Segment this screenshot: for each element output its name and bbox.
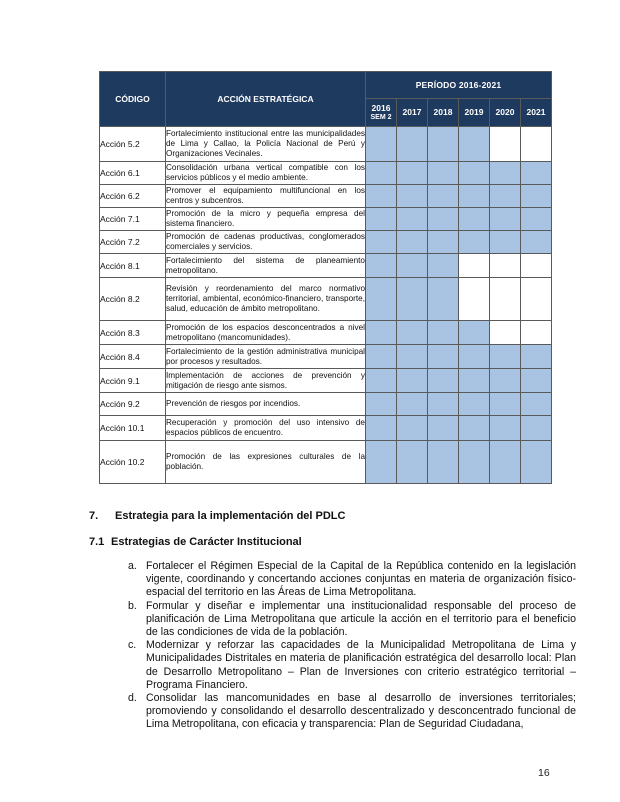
period-cell-active	[459, 231, 490, 254]
table-row	[100, 416, 552, 441]
action-description: Fortalecimiento del sistema de planeamiento metropolitano.	[166, 254, 366, 278]
strategy-text: Formular y diseñar e implementar una institucionalidad responsable del proceso de planificación de Lima Metropolitana que articule la acción en el territorio para el beneficio de las condiciones de vida de la población.	[146, 599, 576, 639]
period-cell-active	[521, 208, 552, 231]
action-code: Acción 6.1	[100, 162, 166, 185]
period-cell-active	[490, 162, 521, 185]
period-cell-empty	[521, 254, 552, 278]
period-cell-active	[397, 416, 428, 441]
period-cell-active	[428, 345, 459, 369]
action-description: Promover el equipamiento multifuncional en los centros y subcentros.	[166, 185, 366, 208]
section-7-1-heading	[89, 536, 302, 548]
period-cell-active	[490, 231, 521, 254]
period-cell-active	[521, 393, 552, 416]
action-code: Acción 5.2	[100, 127, 166, 162]
period-cell-active	[459, 321, 490, 345]
year-label: 2019	[464, 107, 484, 117]
strategy-item	[128, 639, 576, 692]
period-cell-active	[459, 345, 490, 369]
period-cell-active	[521, 231, 552, 254]
period-cell-active	[366, 345, 397, 369]
period-cell-active	[459, 393, 490, 416]
period-cell-active	[428, 441, 459, 484]
period-cell-empty	[521, 321, 552, 345]
action-description: Promoción de los espacios desconcentrados a nivel metropolitano (mancomunidades).	[166, 321, 366, 345]
period-cell-active	[397, 278, 428, 321]
period-cell-active	[428, 369, 459, 393]
period-cell-active	[428, 185, 459, 208]
period-cell-active	[428, 416, 459, 441]
year-header-3	[459, 99, 490, 127]
period-cell-active	[490, 185, 521, 208]
action-description: Revisión y reordenamiento del marco normativo territorial, ambiental, económico-financiero, transporte, salud, educación de ámbito metropolitano.	[166, 278, 366, 321]
period-cell-active	[366, 162, 397, 185]
period-cell-active	[490, 416, 521, 441]
strategy-item	[128, 599, 576, 640]
period-cell-active	[490, 369, 521, 393]
period-cell-active	[397, 369, 428, 393]
strategy-marker: d.	[128, 692, 137, 705]
period-cell-active	[428, 254, 459, 278]
period-cell-active	[428, 393, 459, 416]
action-description: Consolidación urbana vertical compatible con los servicios públicos y el medio ambiente.	[166, 162, 366, 185]
period-cell-active	[428, 208, 459, 231]
action-code: Acción 7.1	[100, 208, 166, 231]
strategy-item	[128, 560, 576, 600]
section-7-number: 7.	[89, 510, 99, 522]
table-row	[100, 345, 552, 369]
year-label: 2021	[526, 107, 546, 117]
action-code: Acción 6.2	[100, 185, 166, 208]
action-description: Fortalecimiento institucional entre las municipalidades de Lima y Callao, la Policía Nacional de Perú y Organizaciones Vecinales.	[166, 127, 366, 162]
table-body	[100, 127, 552, 484]
strategy-text: Consolidar las mancomunidades en base al desarrollo de inversiones territoriales; promoviendo y consolidando el desarrollo descentralizado y desconcentrado funcional de Lima Metropolitana, con eficacia y transparencia: Plan de Seguridad Ciudadana,	[146, 692, 576, 731]
period-cell-active	[366, 416, 397, 441]
table-row	[100, 185, 552, 208]
period-cell-active	[428, 278, 459, 321]
period-cell-active	[459, 441, 490, 484]
period-cell-active	[397, 321, 428, 345]
period-cell-active	[459, 162, 490, 185]
action-code: Acción 10.1	[100, 416, 166, 441]
action-description: Promoción de la micro y pequeña empresa del sistema financiero.	[166, 208, 366, 231]
column-header-period: PERÍODO 2016-2021	[366, 72, 552, 99]
period-cell-active	[397, 127, 428, 162]
period-cell-active	[490, 345, 521, 369]
period-cell-empty	[490, 127, 521, 162]
action-description: Implementación de acciones de prevención y mitigación de riesgo ante sismos.	[166, 369, 366, 393]
period-cell-active	[490, 441, 521, 484]
period-cell-active	[459, 369, 490, 393]
period-cell-active	[490, 208, 521, 231]
strategy-text: Fortalecer el Régimen Especial de la Capital de la República contenido en la legislación vigente, coordinando y concertando acciones conjuntas en materia de organización físico-espacial del territorio en las Áreas de Lima Metropolitana.	[146, 560, 576, 599]
period-cell-active	[459, 185, 490, 208]
action-code: Acción 7.2	[100, 231, 166, 254]
section-7-1-number: 7.1	[89, 536, 105, 548]
period-cell-active	[397, 185, 428, 208]
column-header-action: ACCIÓN ESTRATÉGICA	[166, 72, 366, 127]
period-cell-active	[397, 254, 428, 278]
period-cell-active	[366, 208, 397, 231]
strategy-list	[128, 560, 576, 732]
period-cell-active	[521, 441, 552, 484]
column-header-code: CÓDIGO	[100, 72, 166, 127]
strategy-marker: b.	[128, 599, 137, 612]
period-cell-active	[521, 416, 552, 441]
section-7-heading	[89, 510, 345, 522]
period-cell-active	[459, 208, 490, 231]
table-row	[100, 278, 552, 321]
year-label: 2016	[371, 102, 391, 113]
period-cell-active	[366, 278, 397, 321]
period-cell-active	[397, 345, 428, 369]
year-header-5	[521, 99, 552, 127]
action-code: Acción 10.2	[100, 441, 166, 484]
period-cell-active	[428, 231, 459, 254]
strategy-item	[128, 692, 576, 732]
period-cell-empty	[459, 254, 490, 278]
table-row	[100, 441, 552, 484]
year-sublabel: SEM 2	[370, 113, 392, 121]
period-cell-empty	[490, 254, 521, 278]
period-cell-active	[428, 127, 459, 162]
year-label: 2017	[402, 107, 422, 117]
period-cell-active	[366, 369, 397, 393]
year-header-2	[428, 99, 459, 127]
action-description: Recuperación y promoción del uso intensivo de espacios públicos de encuentro.	[166, 416, 366, 441]
period-cell-active	[366, 231, 397, 254]
period-cell-active	[490, 393, 521, 416]
period-cell-empty	[490, 321, 521, 345]
strategic-actions-table	[99, 71, 552, 484]
year-label: 2018	[433, 107, 453, 117]
page-number: 16	[538, 767, 550, 779]
action-description: Fortalecimiento de la gestión administrativa municipal por procesos y resultados.	[166, 345, 366, 369]
period-cell-active	[428, 321, 459, 345]
action-code: Acción 9.2	[100, 393, 166, 416]
period-cell-active	[397, 441, 428, 484]
period-cell-active	[459, 416, 490, 441]
year-header-1	[397, 99, 428, 127]
period-cell-active	[397, 231, 428, 254]
period-cell-active	[366, 321, 397, 345]
section-7-1-title: Estrategias de Carácter Institucional	[111, 536, 302, 548]
period-cell-active	[428, 162, 459, 185]
period-cell-active	[397, 208, 428, 231]
period-cell-active	[521, 345, 552, 369]
action-code: Acción 8.4	[100, 345, 166, 369]
period-cell-active	[521, 369, 552, 393]
period-cell-active	[366, 127, 397, 162]
period-cell-active	[521, 185, 552, 208]
table-row	[100, 127, 552, 162]
table-row	[100, 254, 552, 278]
strategy-marker: a.	[128, 560, 137, 572]
year-header-4	[490, 99, 521, 127]
period-cell-active	[366, 393, 397, 416]
strategy-marker: c.	[128, 639, 137, 652]
table-row	[100, 321, 552, 345]
period-cell-active	[397, 393, 428, 416]
year-header-0	[366, 99, 397, 127]
action-description: Promoción de cadenas productivas, conglomerados comerciales y servicios.	[166, 231, 366, 254]
table-row	[100, 393, 552, 416]
period-cell-active	[366, 185, 397, 208]
action-code: Acción 8.2	[100, 278, 166, 321]
period-cell-active	[397, 162, 428, 185]
period-cell-active	[459, 127, 490, 162]
period-cell-active	[366, 441, 397, 484]
action-description: Prevención de riesgos por incendios.	[166, 393, 366, 416]
table-row	[100, 231, 552, 254]
table-row	[100, 208, 552, 231]
section-7-title: Estrategia para la implementación del PDLC	[115, 510, 346, 522]
strategy-text: Modernizar y reforzar las capacidades de la Municipalidad Metropolitana de Lima y Municipalidades Distritales en materia de planificación estratégica del desarrollo local: Plan de Desarrollo Metropolitano – Plan de Inversiones con criterio estratégico territorial – Programa Financiero.	[146, 639, 576, 691]
year-label: 2020	[495, 107, 515, 117]
period-cell-empty	[490, 278, 521, 321]
table-row	[100, 162, 552, 185]
table-row	[100, 369, 552, 393]
action-code: Acción 8.1	[100, 254, 166, 278]
period-cell-active	[521, 162, 552, 185]
action-code: Acción 8.3	[100, 321, 166, 345]
action-description: Promoción de las expresiones culturales de la población.	[166, 441, 366, 484]
period-cell-empty	[521, 278, 552, 321]
action-code: Acción 9.1	[100, 369, 166, 393]
period-cell-active	[366, 254, 397, 278]
period-cell-empty	[521, 127, 552, 162]
period-cell-empty	[459, 278, 490, 321]
